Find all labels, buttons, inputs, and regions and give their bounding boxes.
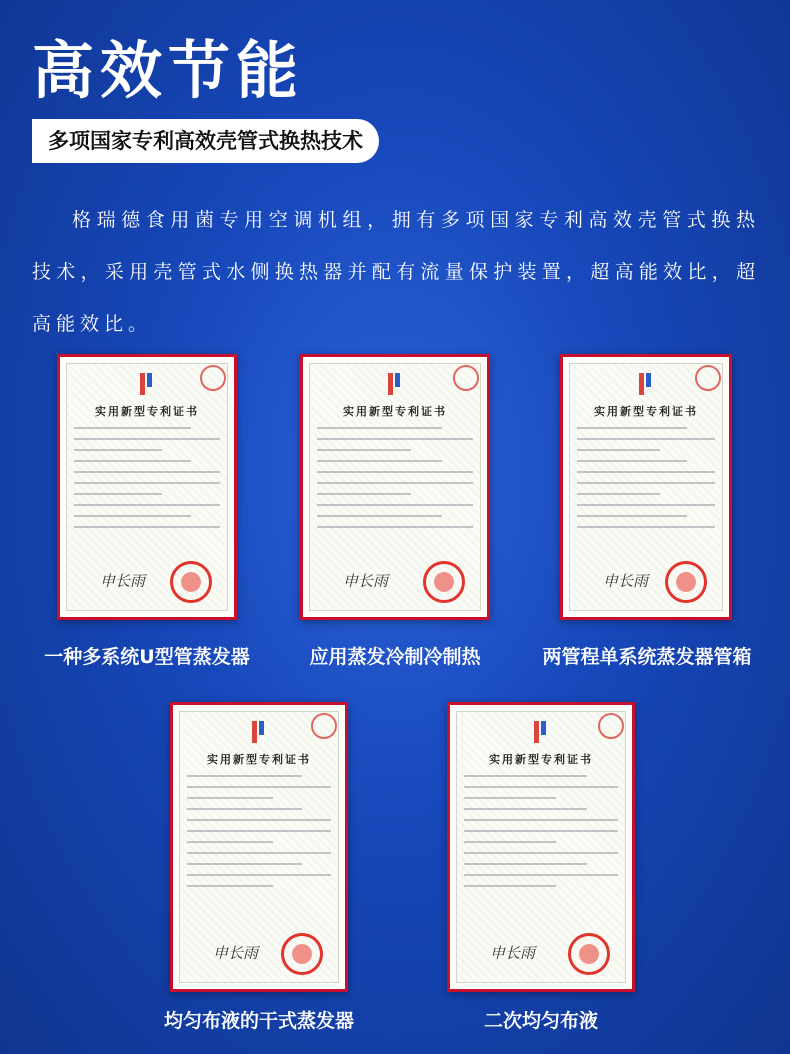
corner-stamp-icon — [200, 365, 226, 391]
corner-stamp-icon — [311, 713, 337, 739]
certificate-text-lines — [187, 775, 331, 896]
certificate-doc-title: 实用新型专利证书 — [95, 405, 199, 418]
patent-office-logo-icon — [384, 371, 406, 397]
certificate-signature: 申长雨 — [490, 944, 536, 962]
patent-office-logo-icon — [635, 371, 657, 397]
certificate-caption-1: 一种多系统U型管蒸发器 — [44, 646, 250, 668]
patent-office-logo-icon — [530, 719, 552, 745]
certificate-caption-4: 均匀布液的干式蒸发器 — [163, 1010, 354, 1032]
corner-stamp-icon — [598, 713, 624, 739]
patent-certificate-3 — [560, 354, 732, 620]
patent-certificate-2 — [300, 354, 490, 620]
certificate-text-lines — [74, 427, 220, 537]
certificate-doc-title: 实用新型专利证书 — [594, 405, 698, 418]
subtitle-banner: 多项国家专利高效壳管式换热技术 — [32, 119, 379, 163]
corner-stamp-icon — [453, 365, 479, 391]
patent-office-logo-icon — [248, 719, 270, 745]
patent-certificate-1 — [57, 354, 237, 620]
patent-office-logo-icon — [136, 371, 158, 397]
certificate-signature: 申长雨 — [343, 572, 389, 590]
certificate-text-lines — [317, 427, 473, 537]
patent-certificate-4 — [170, 702, 348, 992]
corner-stamp-icon — [695, 365, 721, 391]
certificate-signature: 申长雨 — [100, 572, 146, 590]
certificate-signature: 申长雨 — [603, 572, 649, 590]
certificate-text-lines — [464, 775, 618, 896]
certificate-signature: 申长雨 — [213, 944, 259, 962]
certificate-doc-title: 实用新型专利证书 — [343, 405, 447, 418]
official-seal-icon — [665, 561, 707, 603]
certificate-text-lines — [577, 427, 715, 537]
official-seal-icon — [568, 933, 610, 975]
official-seal-icon — [281, 933, 323, 975]
certificate-doc-title: 实用新型专利证书 — [489, 753, 593, 766]
certificate-caption-2: 应用蒸发冷制冷制热 — [309, 646, 481, 668]
certificate-caption-5: 二次均匀布液 — [483, 1010, 598, 1032]
page-title: 高效节能 — [32, 34, 305, 107]
official-seal-icon — [170, 561, 212, 603]
description-text: 格瑞德食用菌专用空调机组，拥有多项国家专利高效壳管式换热技术，采用壳管式水侧换热器并配有流量保护装置，超高能效比，超高能效比。 — [32, 209, 760, 335]
official-seal-icon — [423, 561, 465, 603]
patent-certificate-5 — [447, 702, 635, 992]
certificate-doc-title: 实用新型专利证书 — [207, 753, 311, 766]
certificate-caption-3: 两管程单系统蒸发器管箱 — [542, 646, 752, 668]
